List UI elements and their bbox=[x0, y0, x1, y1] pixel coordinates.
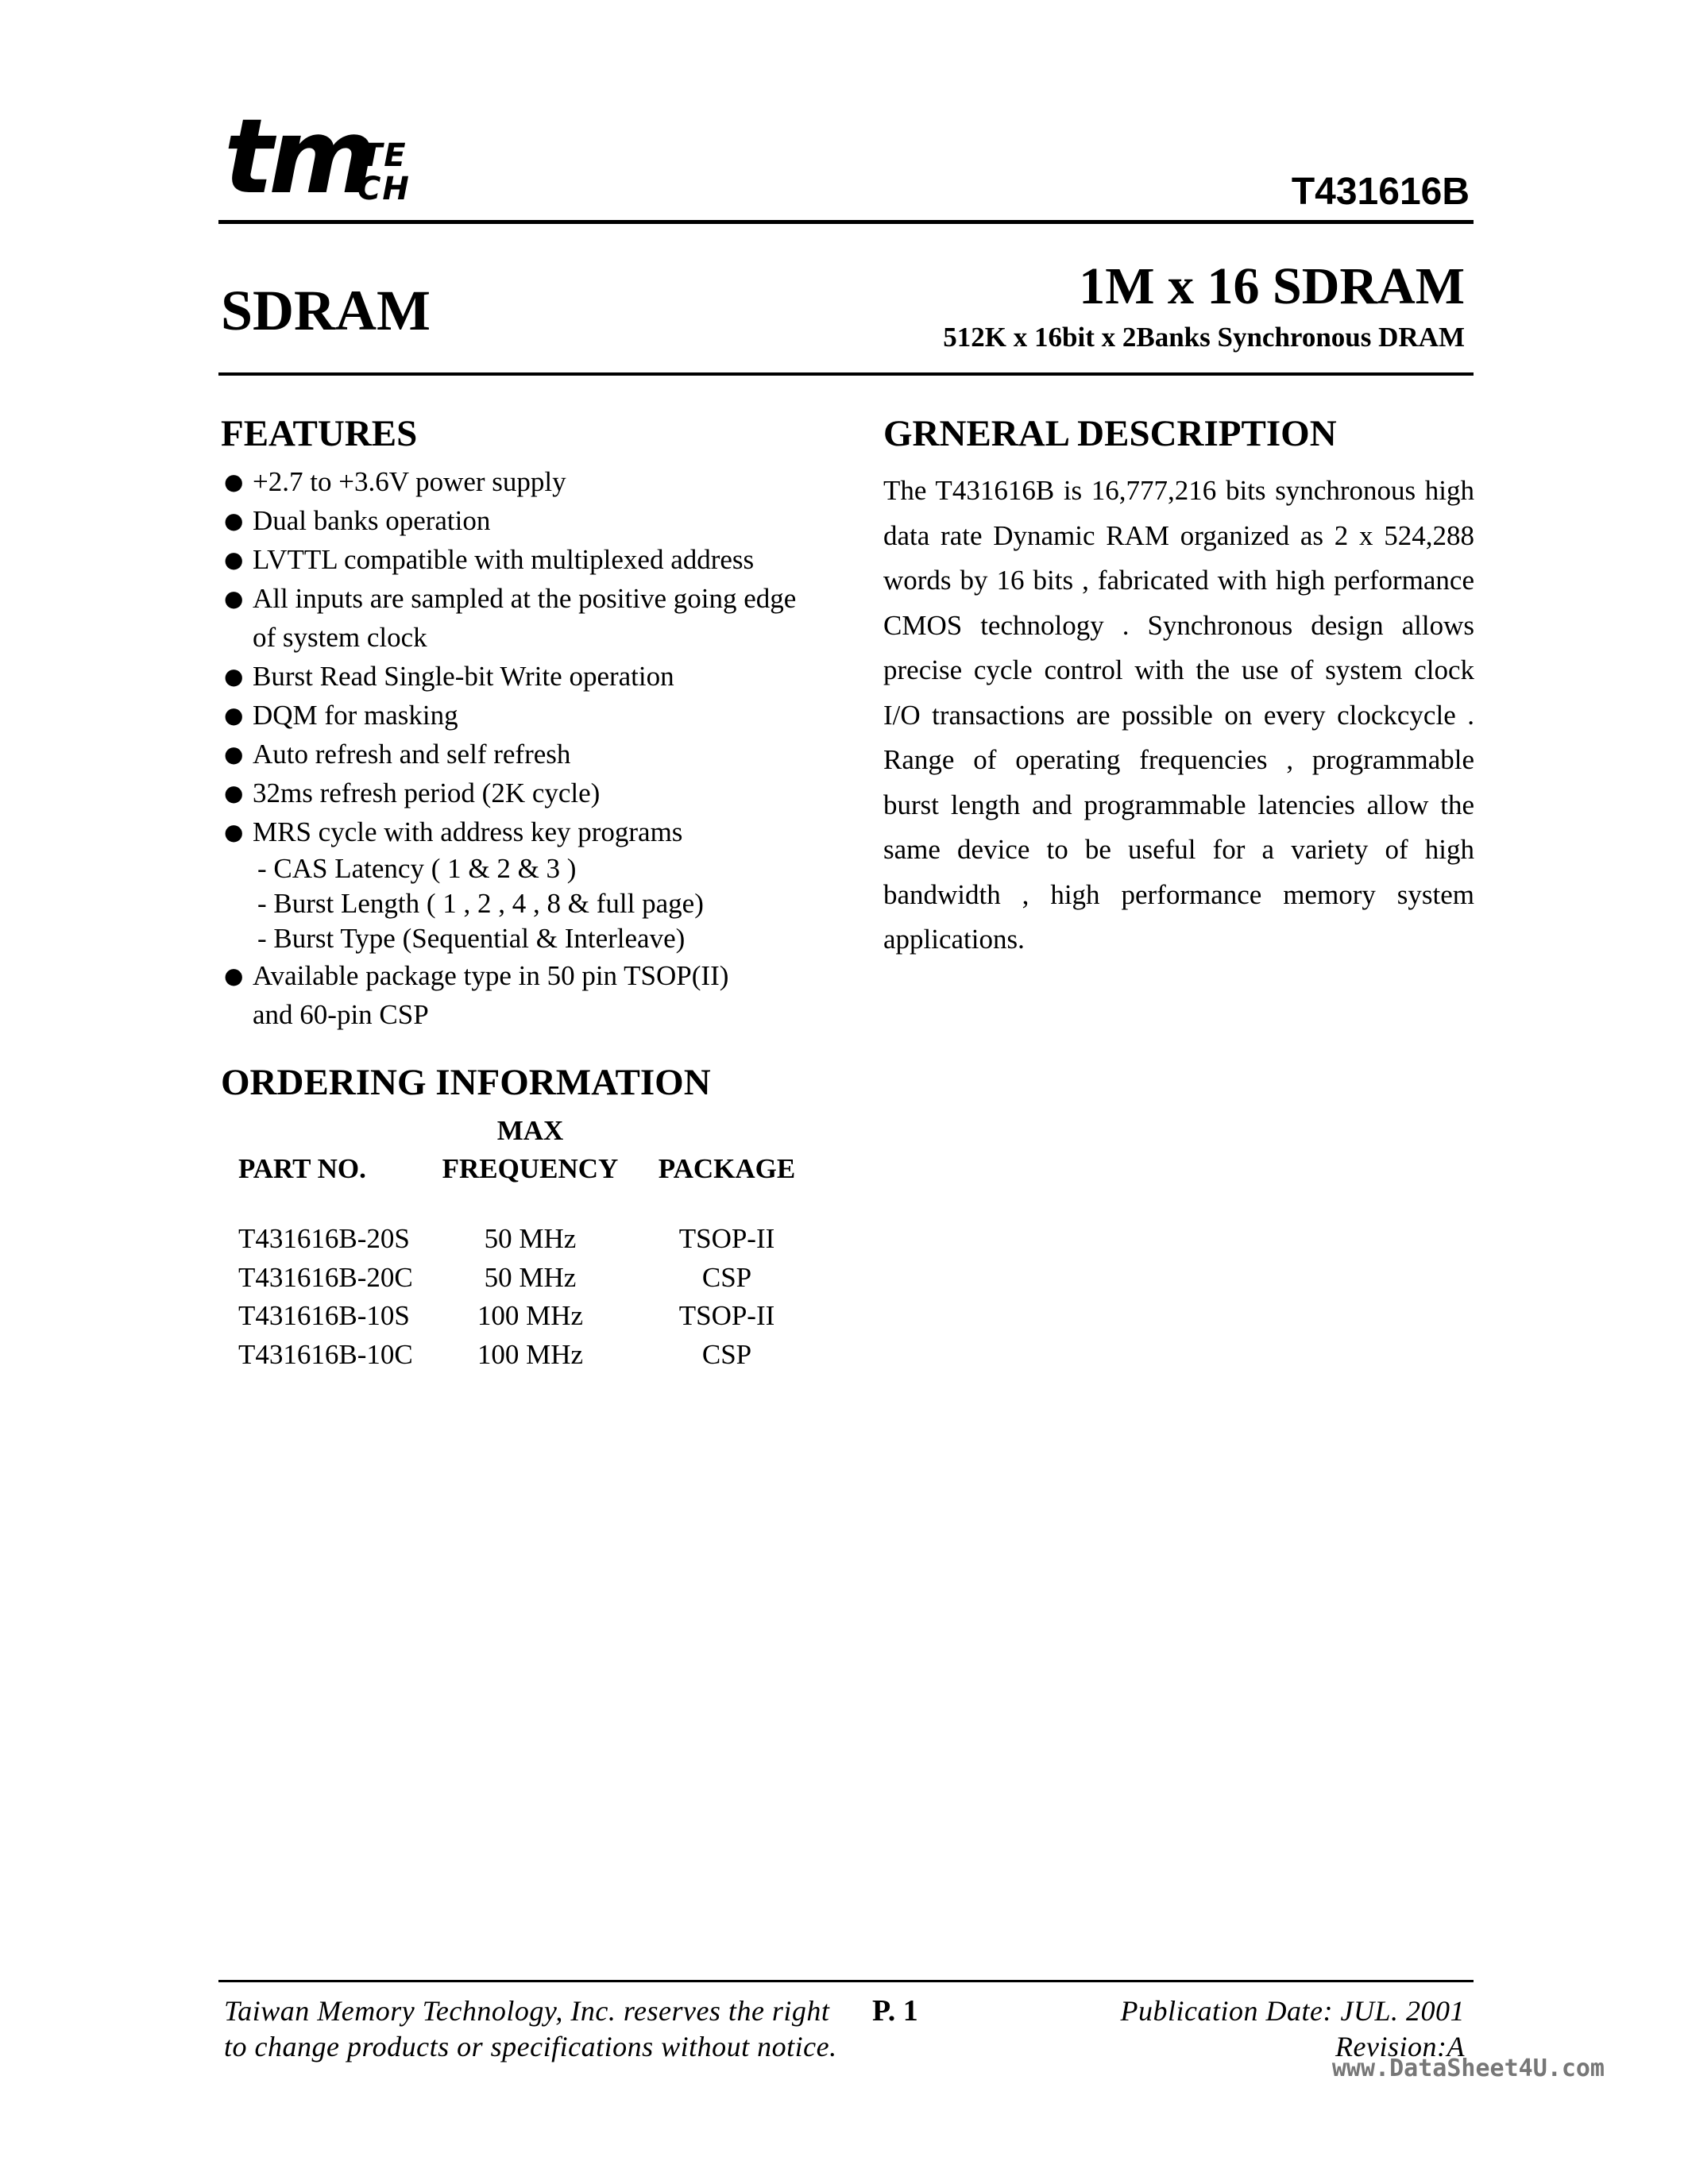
column-header-frequency: FREQUENCY bbox=[442, 1153, 619, 1184]
part-number: T431616B bbox=[1291, 171, 1470, 213]
table-row bbox=[238, 1336, 826, 1375]
package-cell: TSOP-II bbox=[678, 1300, 775, 1331]
features-list bbox=[221, 462, 856, 1034]
feature-text: MRS cycle with address key programs bbox=[253, 816, 683, 847]
table-row bbox=[238, 1297, 826, 1336]
feature-item bbox=[221, 462, 856, 501]
publication-date: Publication Date: JUL. 2001 bbox=[1120, 1995, 1465, 2027]
part-cell: T431616B-10C bbox=[238, 1338, 413, 1370]
part-cell: T431616B-20C bbox=[238, 1261, 413, 1293]
frequency-cell: 50 MHz bbox=[484, 1223, 577, 1254]
table-row bbox=[238, 1259, 826, 1298]
company-logo bbox=[224, 96, 462, 222]
feature-subitem: - Burst Type (Sequential & Interleave) bbox=[257, 923, 686, 954]
header-divider bbox=[218, 220, 1474, 224]
disclaimer-line: to change products or specifications without notice. bbox=[224, 2031, 837, 2062]
feature-continuation: of system clock bbox=[253, 622, 427, 653]
feature-text: Dual banks operation bbox=[253, 505, 491, 536]
feature-text: All inputs are sampled at the positive going edge bbox=[253, 583, 797, 614]
column-header-package: PACKAGE bbox=[658, 1153, 796, 1184]
table-row bbox=[238, 1220, 826, 1259]
bullet-icon: ● bbox=[224, 741, 244, 767]
bullet-icon: ● bbox=[224, 469, 244, 495]
frequency-cell: 100 MHz bbox=[477, 1338, 584, 1370]
feature-item bbox=[221, 774, 856, 812]
footer-divider bbox=[218, 1980, 1474, 1982]
feature-text: +2.7 to +3.6V power supply bbox=[253, 466, 566, 497]
description-heading: GRNERAL DESCRIPTION bbox=[883, 413, 1337, 454]
logo-upper-text: TE bbox=[361, 137, 408, 174]
product-subtitle: 512K x 16bit x 2Banks Synchronous DRAM bbox=[943, 322, 1465, 353]
product-title: 1M x 16 SDRAM bbox=[1079, 257, 1465, 315]
part-cell: T431616B-10S bbox=[238, 1300, 410, 1331]
logo-main-text: tm bbox=[224, 96, 372, 217]
package-cell: CSP bbox=[701, 1261, 752, 1293]
feature-item bbox=[221, 956, 856, 1034]
table-header-row bbox=[238, 1112, 826, 1150]
column-header-part-no: PART NO. bbox=[238, 1153, 366, 1184]
logo-lower-text: CH bbox=[357, 171, 411, 207]
column-header-max: MAX bbox=[496, 1115, 564, 1146]
feature-text: Auto refresh and self refresh bbox=[253, 739, 571, 770]
feature-continuation: and 60-pin CSP bbox=[253, 999, 429, 1030]
table-header-row bbox=[238, 1150, 826, 1188]
feature-subitem: - CAS Latency ( 1 & 2 & 3 ) bbox=[257, 853, 577, 884]
ordering-table bbox=[238, 1112, 826, 1374]
ordering-heading: ORDERING INFORMATION bbox=[221, 1062, 711, 1103]
feature-text: Available package type in 50 pin TSOP(II) bbox=[253, 960, 729, 991]
feature-text: 32ms refresh period (2K cycle) bbox=[253, 778, 601, 808]
feature-item bbox=[221, 735, 856, 774]
feature-text: Burst Read Single-bit Write operation bbox=[253, 661, 674, 692]
feature-subitem: - Burst Length ( 1 , 2 , 4 , 8 & full page) bbox=[257, 888, 704, 919]
title-divider bbox=[218, 372, 1474, 376]
footer-disclaimer bbox=[224, 1993, 837, 2065]
watermark-text: www.DataSheet4U.com bbox=[1331, 2055, 1605, 2082]
frequency-cell: 50 MHz bbox=[484, 1261, 577, 1293]
frequency-cell: 100 MHz bbox=[477, 1300, 584, 1331]
bullet-icon: ● bbox=[224, 780, 244, 806]
page-number: P. 1 bbox=[872, 1994, 918, 2028]
package-cell: TSOP-II bbox=[678, 1223, 775, 1254]
features-heading: FEATURES bbox=[221, 413, 418, 454]
feature-item bbox=[221, 657, 856, 696]
bullet-icon: ● bbox=[224, 546, 244, 573]
feature-item bbox=[221, 696, 856, 735]
feature-text: LVTTL compatible with multiplexed address bbox=[253, 544, 755, 575]
feature-item bbox=[221, 501, 856, 540]
bullet-icon: ● bbox=[224, 507, 244, 534]
revision-label: Revision:A bbox=[1335, 2031, 1465, 2062]
feature-item bbox=[221, 579, 856, 657]
feature-item bbox=[221, 540, 856, 579]
feature-text: DQM for masking bbox=[253, 700, 458, 731]
feature-item bbox=[221, 812, 856, 956]
product-category-title: SDRAM bbox=[221, 279, 431, 342]
bullet-icon: ● bbox=[224, 663, 244, 689]
package-cell: CSP bbox=[701, 1338, 752, 1370]
part-cell: T431616B-20S bbox=[238, 1223, 410, 1254]
description-body: The T431616B is 16,777,216 bits synchronous high data rate Dynamic RAM organized as 2 x 524,288 words by 16 bits , fabricated with high performance CMOS technology . Synchronous design allows precise cycle control with the use of system clock I/O transactions are possible on every clockcycle . Range of operating frequencies , programmable burst length and programmable latencies allow the same device to be useful for a variety of high bandwidth , high performance memory system applications. bbox=[883, 475, 1474, 955]
bullet-icon: ● bbox=[224, 963, 244, 989]
bullet-icon: ● bbox=[224, 819, 244, 845]
bullet-icon: ● bbox=[224, 702, 244, 728]
bullet-icon: ● bbox=[224, 585, 244, 612]
disclaimer-line: Taiwan Memory Technology, Inc. reserves the right bbox=[224, 1995, 830, 2027]
